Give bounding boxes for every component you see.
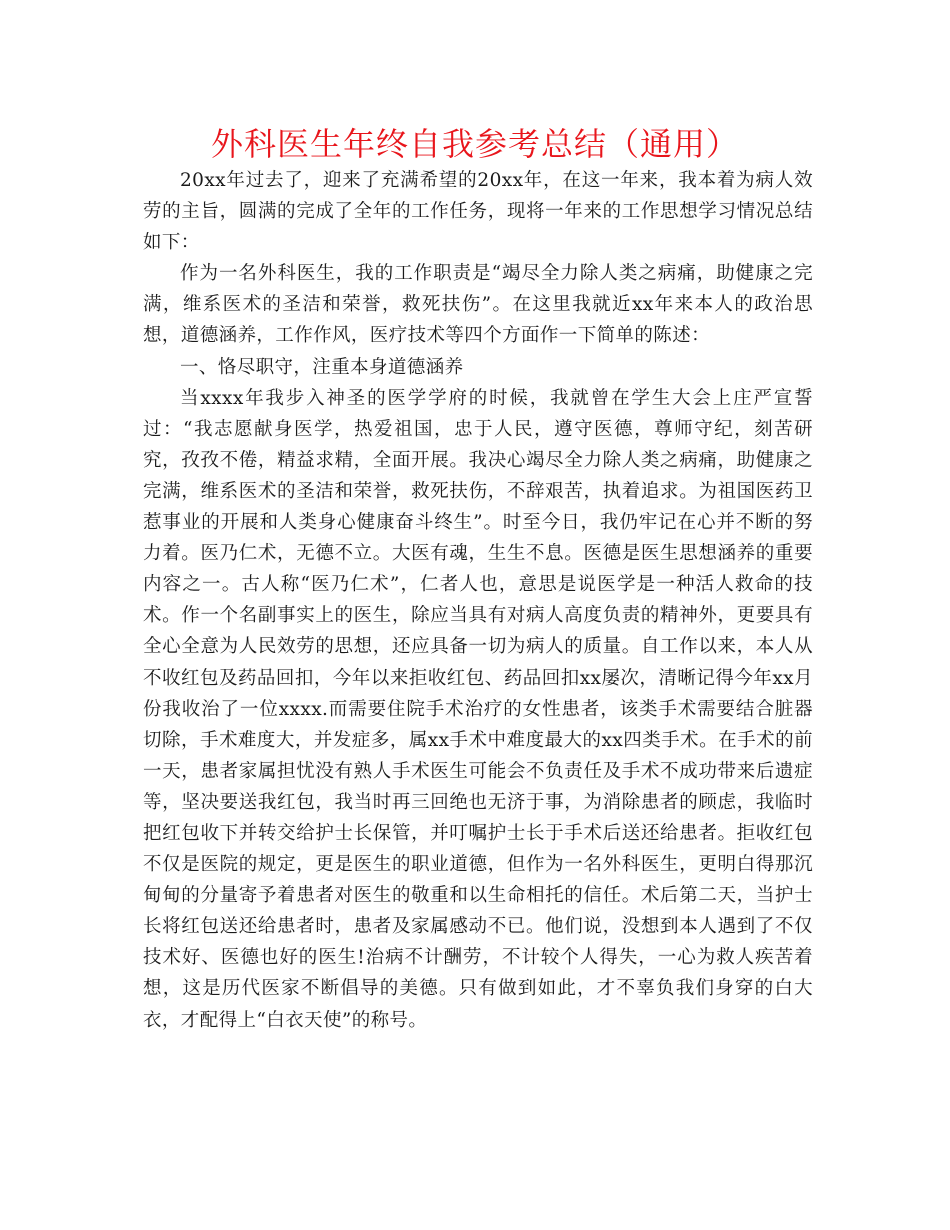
- paragraph-duty: 作为一名外科医生，我的工作职责是“竭尽全力除人类之病痛，助健康之完满，维系医术的圣洁和荣誉，救死扶伤”。在这里我就近xx年来本人的政治思想，道德涵养，工作作风，医疗技术等四个方面作一下简单的陈述：: [143, 263, 813, 347]
- paragraph-intro: 20xx年过去了，迎来了充满希望的20xx年，在这一年来，我本着为病人效劳的主旨，圆满的完成了全年的工作任务，现将一年来的工作思想学习情况总结如下：: [143, 170, 813, 254]
- paragraph-ethics: 当xxxx年我步入神圣的医学学府的时候，我就曾在学生大会上庄严宣誓过：“我志愿献身医学，热爱祖国，忠于人民，遵守医德，尊师守纪，刻苦研究，孜孜不倦，精益求精，全面开展。我决心竭尽全力除人类之病痛，助健康之完满，维系医术的圣洁和荣誉，救死扶伤，不辞艰苦，执着追求。为祖国医药卫惹事业的开展和人类身心健康奋斗终生”。时至今日，我仍牢记在心并不断的努力着。医乃仁术，无德不立。大医有魂，生生不息。医德是医生思想涵养的重要内容之一。古人称“医乃仁术”，仁者人也，意思是说医学是一种活人救命的技术。作一个名副事实上的医生，除应当具有对病人高度负责的精神外，更要具有全心全意为人民效劳的思想，还应具备一切为病人的质量。自工作以来，本人从不收红包及药品回扣，今年以来拒收红包、药品回扣xx屡次，清晰记得今年xx月份我收治了一位xxxx.而需要住院手术治疗的女性患者，该类手术需要结合脏器切除，手术难度大，并发症多，属xx手术中难度最大的xx四类手术。在手术的前一天，患者家属担忧没有熟人手术医生可能会不负责任及手术不成功带来后遗症等，坚决要送我红包，我当时再三回绝也无济于事，为消除患者的顾虑，我临时把红包收下并转交给护士长保管，并叮嘱护士长于手术后送还给患者。拒收红包不仅是医院的规定，更是医生的职业道德，但作为一名外科医生，更明白得那沉甸甸的分量寄予着患者对医生的敬重和以生命相托的信任。术后第二天，当护士长将红包送还给患者时，患者及家属感动不已。他们说，没想到本人遇到了不仅技术好、医德也好的医生!治病不计酬劳，不计较个人得失，一心为救人疾苦着想，这是历代医家不断倡导的美德。只有做到如此，才不辜负我们身穿的白大衣，才配得上“白衣天使”的称号。: [143, 387, 813, 1031]
- section-heading: 一、恪尽职守，注重本身道德涵养: [180, 356, 464, 378]
- document-body: [143, 165, 813, 1036]
- document-title: 外科医生年终自我参考总结（通用）: [210, 125, 739, 163]
